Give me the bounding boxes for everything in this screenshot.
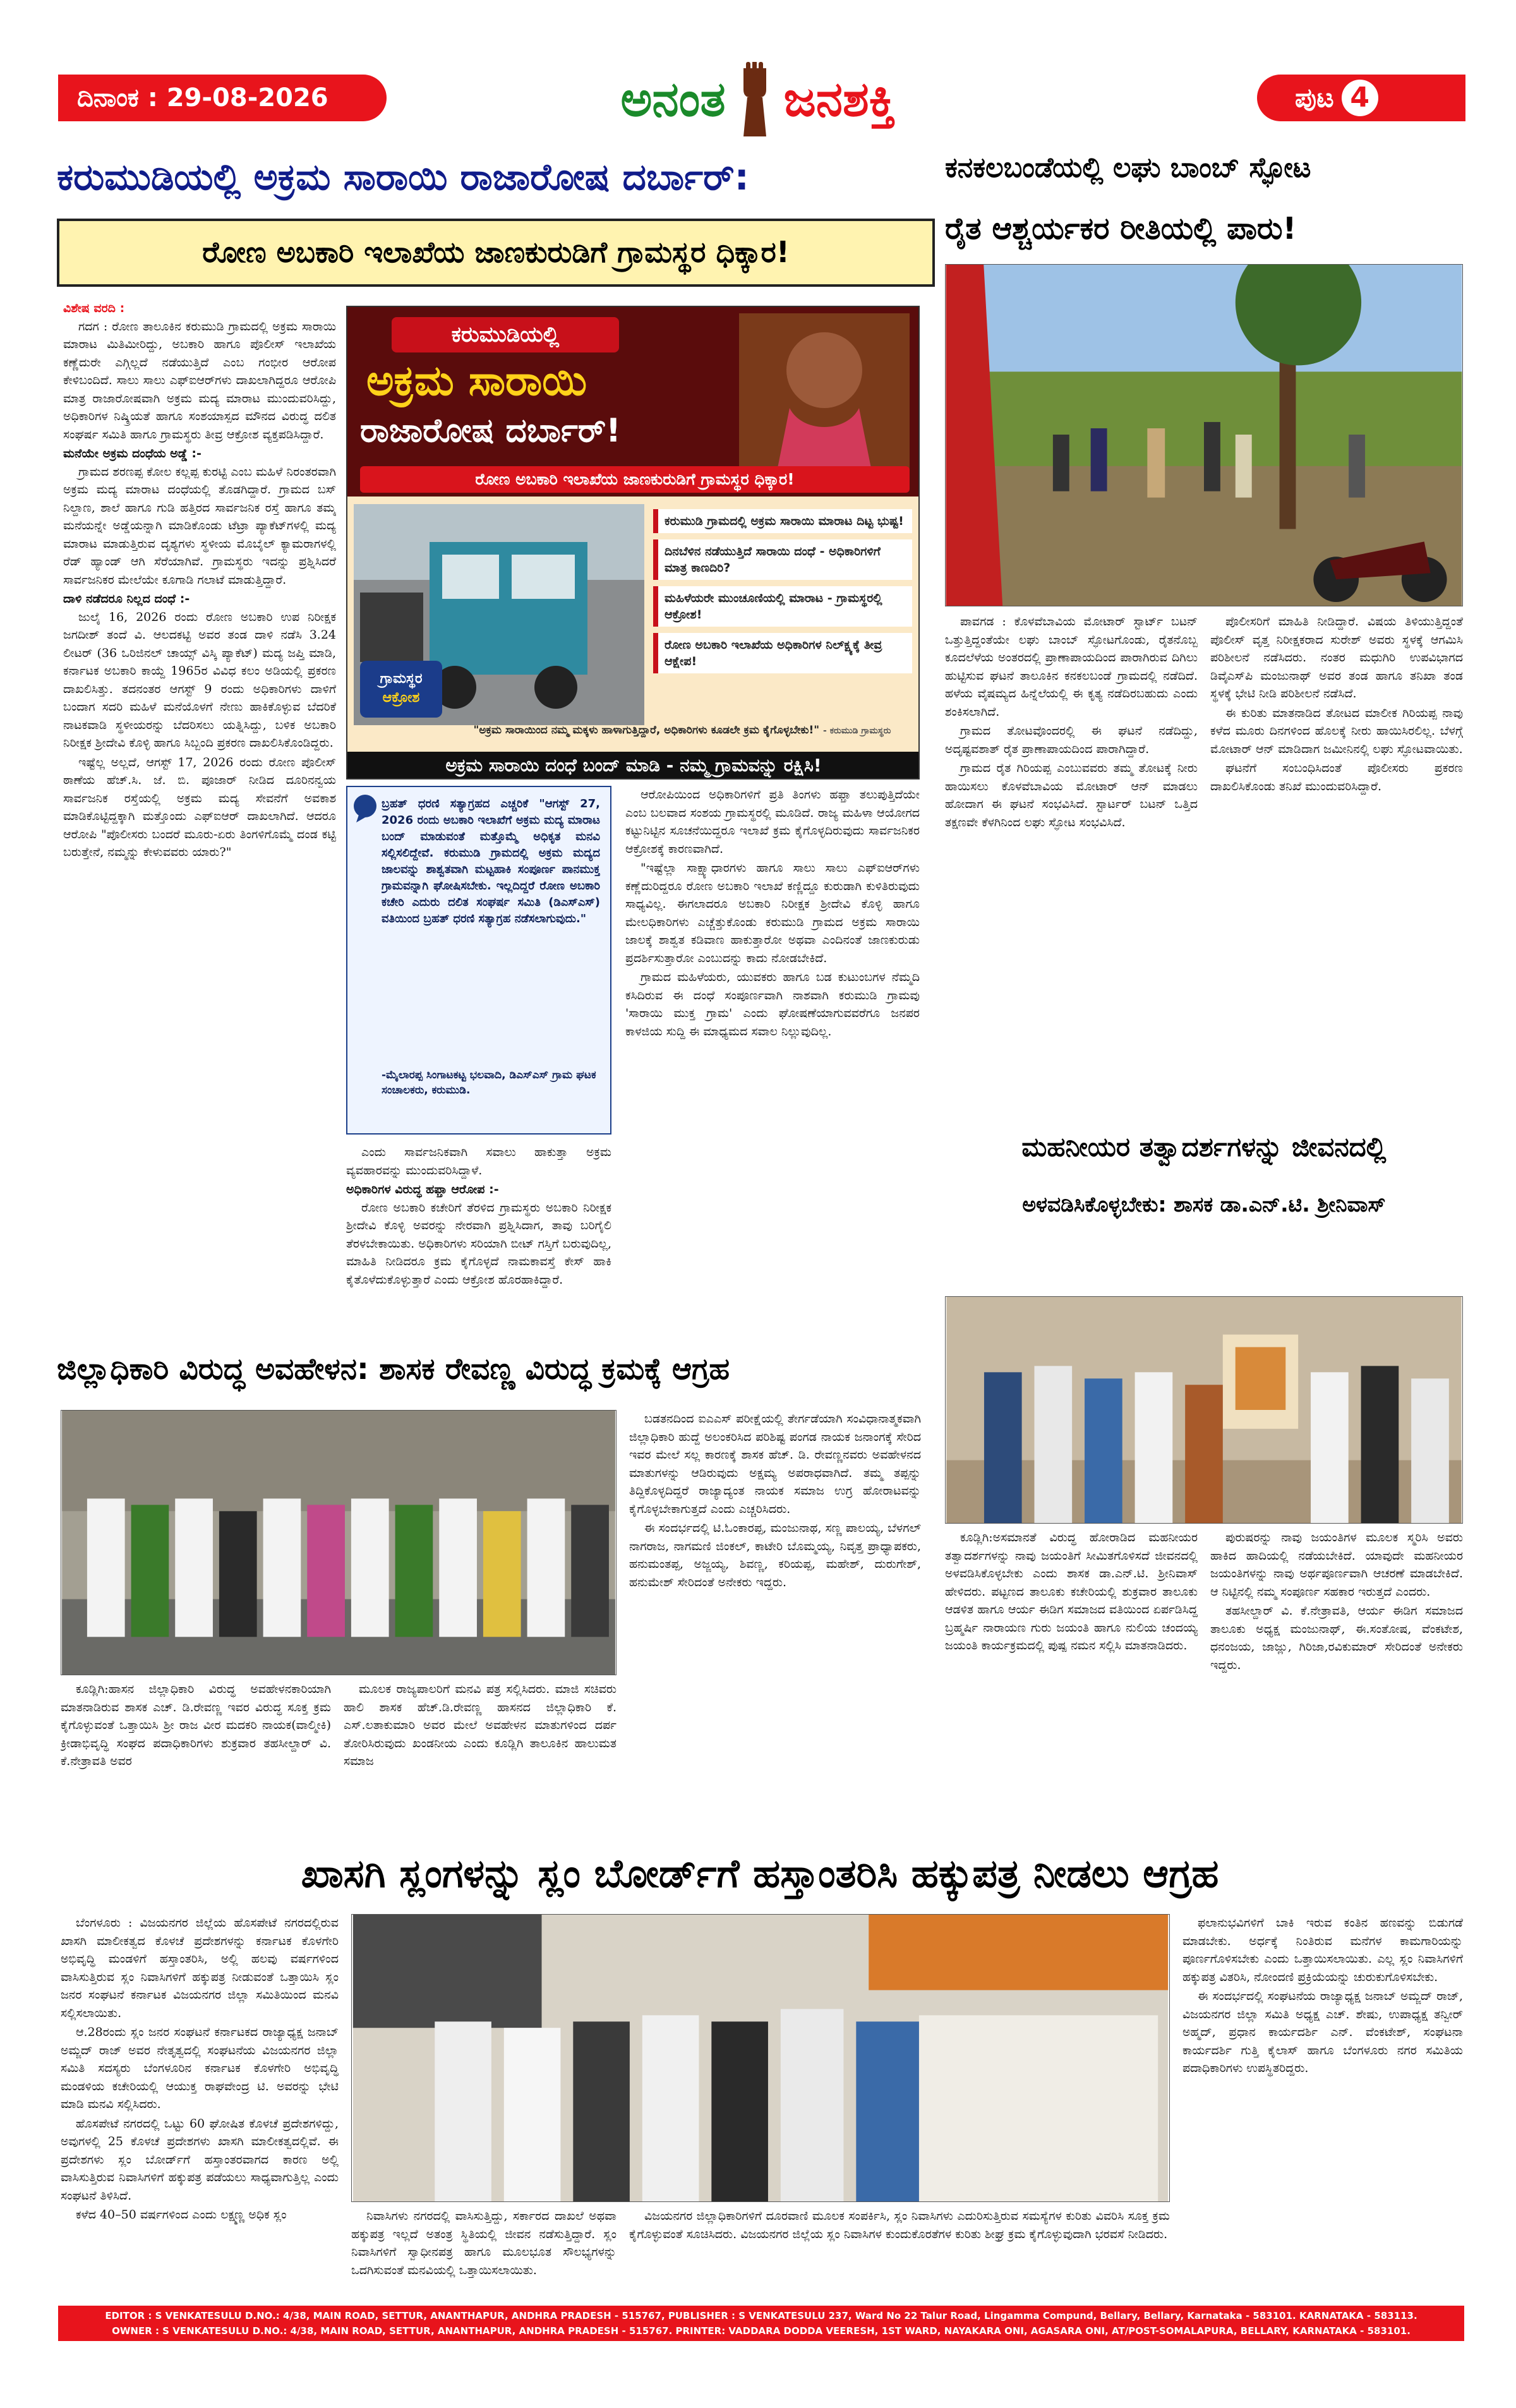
bomb-column-2 (1210, 613, 1463, 1112)
poster-bullet-text: ಮಹಿಳೆಯರೇ ಮುಂಚೂಣಿಯಲ್ಲಿ ಮಾರಾಟ - ಗ್ರಾಮಸ್ಥರಲ್ಲಿ ಆಕ್ರೋಶ! (665, 591, 882, 622)
bomb-paragraph-6: ಘಟನೆಗೆ ಸಂಬಂಧಿಸಿದಂತೆ ಪೊಲೀಸರು ಪ್ರಕರಣ ದಾಖಲಿಸಿಕೊಂಡು ತನಿಖೆ ಮುಂದುವರಿಸಿದ್ದಾರೆ. (1210, 761, 1463, 793)
bomb-paragraph-3: ಗ್ರಾಮದ ರೈತ ಗಿರಿಯಪ್ಪ ಎಂಬುವವರು ತಮ್ಮ ತೋಟಕ್ಕೆ ನೀರು ಹಾಯಿಸಲು ಕೊಳವೆಬಾವಿಯ ಮೋಟಾರ್ ಆನ್ ಮಾಡಲು ಹೋದಾಗ ಈ ಘಟನೆ ಸಂಭವಿಸಿದೆ. ಸ್ಟಾರ್ಟರ್ ಬಟನ್ ಒತ್ತಿದ ತಕ್ಷಣವೇ ಕೆಳಗಿನಿಂದ ಲಘು ಸ್ಫೋಟ ಸಂಭವಿಸಿದೆ. (945, 761, 1198, 829)
slum-paragraph-5: ನಿವಾಸಿಗಳು ನಗರದಲ್ಲಿ ವಾಸಿಸುತ್ತಿದ್ದು, ಸರ್ಕಾರದ ದಾಖಲೆ ಅಥವಾ ಹಕ್ಕುಪತ್ರ ಇಲ್ಲದೆ ಅತಂತ್ರ ಸ್ಥಿತಿಯಲ್ಲಿ ಜೀವನ ನಡೆಸುತ್ತಿದ್ದಾರೆ. ಸ್ಲಂ ನಿವಾಸಿಗಳಿಗೆ ಸ್ವಾಧೀನಪತ್ರ ಹಾಗೂ ಮೂಲಭೂತ ಸೌಲಭ್ಯಗಳನ್ನು ಒದಗಿಸುವಂತೆ ಮನವಿಯಲ್ಲಿ ಒತ್ತಾಯಿಸಲಾಯಿತು. (351, 2209, 617, 2277)
lead-paragraph-5: ಎಂದು ಸಾರ್ವಜನಿಕವಾಗಿ ಸವಾಲು ಹಾಕುತ್ತಾ ಅಕ್ರಮ ವ್ಯವಹಾರವನ್ನು ಮುಂದುವರಿಸಿದ್ದಾಳೆ. (346, 1145, 611, 1177)
lead-headline: ಕರುಮುಡಿಯಲ್ಲಿ ಅಕ್ರಮ ಸಾರಾಯಿ ರಾಜಾರೋಷ ದರ್ಬಾರ್: (57, 155, 749, 198)
quote-text: ಬ್ರಹತ್ ಧರಣಿ ಸತ್ಯಾಗ್ರಹದ ಎಚ್ಚರಿಕೆ "ಆಗಸ್ಟ್ 27, 2026 ರಂದು ಅಬಕಾರಿ ಇಲಾಖೆಗೆ ಅಕ್ರಮ ಮದ್ಯ ಮಾರಾಟ ಬಂದ್ ಮಾಡುವಂತೆ ಮತ್ತೊಮ್ಮೆ ಅಧಿಕೃತ ಮನವಿ ಸಲ್ಲಿಸಲಿದ್ದೇವೆ. ಕರುಮುಡಿ ಗ್ರಾಮದಲ್ಲಿ ಅಕ್ರಮ ಮದ್ಯದ ಜಾಲವನ್ನು ಶಾಶ್ವತವಾಗಿ ಮಟ್ಟಹಾಕಿ ಸಂಪೂರ್ಣ ಪಾನಮುಕ್ತ ಗ್ರಾಮವನ್ನಾಗಿ ಘೋಷಿಸಬೇಕು. ಇಲ್ಲದಿದ್ದರೆ ರೋಣ ಅಬಕಾರಿ ಕಚೇರಿ ಎದುರು ದಲಿತ ಸಂಘರ್ಷ ಸಮಿತಿ (ಡಿಎಸ್‌ಎಸ್) ವತಿಯಿಂದ ಬ್ರಹತ್ ಧರಣಿ ಸತ್ಯಾಗ್ರಹ ನಡೆಸಲಾಗುವುದು." (382, 797, 600, 925)
dc-column-1 (61, 1680, 331, 1838)
date-text: ದಿನಾಂಕ : 29-08-2026 (77, 83, 328, 112)
lead-paragraph-7: ಆರೋಪಿಯಿಂದ ಅಧಿಕಾರಿಗಳಿಗೆ ಪ್ರತಿ ತಿಂಗಳು ಹಫ್ತಾ ತಲುಪುತ್ತಿದೆಯೇ ಎಂಬ ಬಲವಾದ ಸಂಶಯ ಗ್ರಾಮಸ್ಥರಲ್ಲಿ ಮೂಡಿದೆ. ರಾಜ್ಯ ಮಹಿಳಾ ಆಯೋಗದ ಕಟ್ಟುನಿಟ್ಟಿನ ಸೂಚನೆಯಿದ್ದರೂ ಇಲಾಖೆ ಕ್ರಮ ಕೈಗೊಳ್ಳದಿರುವುದು ಸಾರ್ವಜನಿಕರ ಆಕ್ರೋಶಕ್ಕೆ ಕಾರಣವಾಗಿದೆ. (625, 788, 920, 856)
slum-meeting-photo (351, 1914, 1170, 2202)
lead-paragraph-6: ರೋಣ ಅಬಕಾರಿ ಕಚೇರಿಗೆ ತೆರಳಿದ ಗ್ರಾಮಸ್ಥರು ಅಬಕಾರಿ ನಿರೀಕ್ಷಕ ಶ್ರೀದೇವಿ ಕೊಳ್ಳಿ ಅವರನ್ನು ನೇರವಾಗಿ ಪ್ರಶ್ನಿಸಿದಾಗ, ತಾವು ಬರಿಗೈಲಿ ತೆರಳಬೇಕಾಯಿತು. ಅಧಿಕಾರಿಗಳು ಸರಿಯಾಗಿ ಬೀಟ್ ಗಸ್ತಿಗೆ ಬರುವುದಿಲ್ಲ, ಮಾಹಿತಿ ನೀಡಿದರೂ ಕ್ರಮ ಕೈಗೊಳ್ಳದೆ ನಾಮಕಾವಸ್ತೆ ಕೇಸ್ ಹಾಕಿ ಕೈತೊಳೆದುಕೊಳ್ಳುತ್ತಾರೆ ಎಂದು ಆಕ್ರೋಶ ಹೊರಹಾಕಿದ್ದಾರೆ. (346, 1200, 611, 1287)
lead-paragraph-4: ಇಷ್ಟೆಲ್ಲ ಅಲ್ಲದೆ, ಆಗಸ್ಟ್ 17, 2026 ರಂದು ರೋಣ ಪೊಲೀಸ್ ಠಾಣೆಯ ಹೆಚ್.ಸಿ. ಜೆ. ಬಿ. ಪೂಜಾರ್ ನೀಡಿದ ದೂರಿನನ್ವಯ ಸಾರ್ವಜನಿಕ ರಸ್ತೆಯಲ್ಲಿ ಅಕ್ರಮ ಮದ್ಯ ಸೇವನೆಗೆ ಅವಕಾಶ ಮಾಡಿಕೊಟ್ಟಿದ್ದಕ್ಕಾಗಿ ಮತ್ತೊಂದು ಎಫ್‌ಐಆರ್ ದಾಖಲಾಗಿದೆ. ಆದರೂ ಆರೋಪಿ "ಪೊಲೀಸರು ಬಂದರೆ ಮೂರು-ಏರು ತಿಂಗಳಿಗೊಮ್ಮೆ ದಂಡ ಕಟ್ಟಿ ಬರುತ್ತೇನೆ, ನಮ್ಮನ್ನು ಕೇಳುವವರು ಯಾರು?" (63, 755, 336, 859)
slum-headline: ಖಾಸಗಿ ಸ್ಲಂಗಳನ್ನು ಸ್ಲಂ ಬೋರ್ಡ್‌ಗೆ ಹಸ್ತಾಂತರಿಸಿ ಹಕ್ಕುಪತ್ರ ನೀಡಲು ಆಗ್ರಹ (301, 1850, 1219, 1896)
bomb-paragraph-5: ಈ ಕುರಿತು ಮಾತನಾಡಿದ ತೋಟದ ಮಾಲೀಕ ಗಿರಿಯಪ್ಪ ನಾವು ಕಳೆದ ಮೂರು ದಿನಗಳಿಂದ ಹೊಲಕ್ಕೆ ನೀರು ಹಾಯಿಸಿರಲಿಲ್ಲ. ಬೆಳಗ್ಗೆ ಮೋಟಾರ್ ಆನ್ ಮಾಡಿದಾಗ ಜಮೀನಿನಲ್ಲಿ ಲಘು ಸ್ಫೋಟವಾಯಿತು. (1210, 706, 1463, 756)
slum-column-2 (351, 2207, 617, 2294)
poster-tag-text: ಕರುಮುಡಿಯಲ್ಲಿ (451, 322, 560, 347)
lead-subtitle-3: ಅಧಿಕಾರಿಗಳ ವಿರುದ್ಧ ಹಫ್ತಾ ಆರೋಪ :- (346, 1183, 499, 1196)
dc-column-2 (344, 1680, 617, 1838)
mahaniya-paragraph-2: ಪುರುಷರನ್ನು ನಾವು ಜಯಂತಿಗಳ ಮೂಲಕ ಸ್ಮರಿಸಿ ಅವರು ಹಾಕಿದ ಹಾದಿಯಲ್ಲಿ ನಡೆಯಬೇಕಿದೆ. ಯಾವುದೇ ಮಹನೀಯರ ಜಯಂತಿಗಳನ್ನು ನಾವು ಅರ್ಥಪೂರ್ಣವಾಗಿ ಆಚರಣೆ ಮಾಡಬೇಕಿದೆ. ಆ ನಿಟ್ಟಿನಲ್ಲಿ ನಮ್ಮ ಸಂಪೂರ್ಣ ಸಹಕಾರ ಇರುತ್ತದೆ ಎಂದರು. (1210, 1531, 1463, 1599)
bomb-headline-2: ರೈತ ಆಶ್ಚರ್ಯಕರ ರೀತಿಯಲ್ಲಿ ಪಾರು! (945, 211, 1297, 246)
slum-paragraph-1: ಬೆಂಗಳೂರು : ವಿಜಯನಗರ ಜಿಲ್ಲೆಯ ಹೊಸಪೇಟೆ ನಗರದಲ್ಲಿರುವ ಖಾಸಗಿ ಮಾಲೀಕತ್ವದ ಕೊಳಚೆ ಪ್ರದೇಶಗಳನ್ನು ಕರ್ನಾಟಕ ಕೊಳಗೇರಿ ಅಭಿವೃದ್ಧಿ ಮಂಡಳಿಗೆ ಹಸ್ತಾಂತರಿಸಿ, ಅಲ್ಲಿ ಹಲವು ವರ್ಷಗಳಿಂದ ವಾಸಿಸುತ್ತಿರುವ ಸ್ಲಂ ನಿವಾಸಿಗಳಿಗೆ ಹಕ್ಕುಪತ್ರ ನೀಡುವಂತೆ ಒತ್ತಾಯಿಸಿ ಸ್ಲಂ ಜನರ ಸಂಘಟನೆ ಕರ್ನಾಟಕ ವಿಜಯನಗರ ಜಿಲ್ಲಾ ಸಮಿತಿಯಿಂದ ಮನವಿ ಸಲ್ಲಿಸಲಾಯಿತು. (61, 1916, 339, 2020)
mahaniya-headline-1: ಮಹನೀಯರ ತತ್ವಾದರ್ಶಗಳನ್ನು ಜೀವನದಲ್ಲಿ (1021, 1131, 1387, 1162)
page-number-banner (1257, 75, 1465, 121)
bomb-site-photo (945, 264, 1463, 606)
poster-footer (347, 752, 920, 780)
poster-bullet-text: ದಿನಬೆಳಿನ ನಡೆಯುತ್ತಿದೆ ಸಾರಾಯಿ ದಂಧೆ - ಅಧಿಕಾರಿಗಳಿಗೆ ಮಾತ್ರ ಕಾಣದಿರಿ? (665, 545, 881, 575)
poster-bullet (653, 509, 912, 533)
quote-box (346, 786, 611, 1135)
lead-paragraph-9: ಗ್ರಾಮದ ಮಹಿಳೆಯರು, ಯುವಕರು ಹಾಗೂ ಬಡ ಕುಟುಂಬಗಳ ನೆಮ್ಮದಿ ಕಸಿದಿರುವ ಈ ದಂಧೆ ಸಂಪೂರ್ಣವಾಗಿ ನಾಶವಾಗಿ ಕರುಮುಡಿ ಗ್ರಾಮವು 'ಸಾರಾಯಿ ಮುಕ್ತ ಗ್ರಾಮ' ಎಂದು ಘೋಷಣೆಯಾಗುವವರೆಗೂ ಜನಪರ ಕಾಳಜಿಯ ಸುದ್ದಿ ಈ ಮಾಧ್ಯಮದ ಸವಾಲ ನಿಲ್ಲುವುದಿಲ್ಲ. (625, 970, 920, 1038)
lead-poster (346, 306, 920, 780)
poster-bullet-text: ಕರುಮುಡಿ ಗ್ರಾಮದಲ್ಲಿ ಅಕ್ರಮ ಸಾರಾಯಿ ಮಾರಾಟ ದಿಟ್ಟ ಭುಷ್ಟ! (665, 514, 904, 528)
lead-paragraph-2: ಗ್ರಾಮದ ಶರಣಪ್ಪ ಕೋಲ ಕಲ್ಲಪ್ಪ ಕುರಟ್ಟಿ ಎಂಬ ಮಹಿಳೆ ನಿರಂತರವಾಗಿ ಅಕ್ರಮ ಮದ್ಯ ಮಾರಾಟ ದಂಧೆಯಲ್ಲಿ ತೊಡಗಿದ್ದಾರೆ. ಗ್ರಾಮದ ಬಸ್ ನಿಲ್ದಾಣ, ಶಾಲೆ ಹಾಗೂ ಗುಡಿ ಹತ್ತಿರದ ಸಾರ್ವಜನಿಕ ರಸ್ತೆ ಹಾಗೂ ತಮ್ಮ ಮನೆಯನ್ನೇ ಅಡ್ಡೆಯನ್ನಾಗಿ ಮಾಡಿಕೊಂಡು ಟೆಟ್ರಾ ಪ್ಯಾಕೆಟ್‌ಗಳಲ್ಲಿ ಮದ್ಯ ಮಾರಾಟ ಮಾಡುತ್ತಿರುವ ದೃಶ್ಯಗಳು ಸ್ಥಳೀಯ ಮೊಬೈಲ್ ಕ್ಯಾಮರಾಗಳಲ್ಲಿ ರೆಡ್ ಹ್ಯಾಂಡ್ ಆಗಿ ಸೆರೆಯಾಗಿವೆ. ಗ್ರಾಮಸ್ಥರು ಇದನ್ನು ಪ್ರಶ್ನಿಸಿದರೆ ಸಾರ್ವಜನಿಕರ ಮೇಲೆಯೇ ಕೂಗಾಡಿ ಗಲಾಟೆ ಮಾಡುತ್ತಿದ್ದಾರೆ. (63, 464, 336, 587)
poster-strip-text: ರೋಣ ಅಬಕಾರಿ ಇಲಾಖೆಯ ಜಾಣಕುರುಡಿಗೆ ಗ್ರಾಮಸ್ಥರ ಧಿಕ್ಕಾರ! (475, 470, 795, 488)
lead-column-3 (346, 1143, 611, 1329)
mahaniya-column-2 (1210, 1529, 1463, 1832)
quote-signature: -ಮೈಲಾರಪ್ಪ ಸಿಂಗಾಟಕಟ್ಟ ಭಲವಾದಿ, ಡಿಎಸ್‌ಎಸ್ ಗ್ರಾಮ ಘಟಕ ಸಂಚಾಲಕರು, ಕರುಮುಡಿ. (382, 1069, 596, 1097)
bomb-paragraph-4: ಪೊಲೀಸರಿಗೆ ಮಾಹಿತಿ ನೀಡಿದ್ದಾರೆ. ವಿಷಯ ತಿಳಿಯುತ್ತಿದ್ದಂತೆ ಪೊಲೀಸ್ ವೃತ್ತ ನಿರೀಕ್ಷಕರಾದ ಸುರೇಶ್ ಅವರು ಸ್ಥಳಕ್ಕೆ ಆಗಮಿಸಿ ಪರಿಶೀಲನೆ ನಡೆಸಿದರು. ನಂತರ ಮಧುಗಿರಿ ಉಪವಿಭಾಗದ ಡಿವೈಎಸ್‌ಪಿ ಮಂಜುನಾಥ್ ಅವರ ತಂಡ ಹಾಗೂ ತನಿಖಾ ತಂಡ ಸ್ಥಳಕ್ಕೆ ಭೇಟಿ ನೀಡಿ ಪರಿಶೀಲನೆ ನಡೆಸಿದೆ. (1210, 615, 1463, 701)
mahaniya-headline-2: ಅಳವಡಿಸಿಕೊಳ್ಳಬೇಕು: ಶಾಸಕ ಡಾ.ಎನ್.ಟಿ. ಶ್ರೀನಿವಾಸ್ (1022, 1192, 1386, 1217)
poster-strip (360, 466, 910, 493)
lead-paragraph-8: "ಇಷ್ಟೆಲ್ಲಾ ಸಾಕ್ಷ್ಯಾಧಾರಗಳು ಹಾಗೂ ಸಾಲು ಸಾಲು ಎಫ್‌ಐಆರ್‌ಗಳು ಕಣ್ಣೆದುರಿದ್ದರೂ ರೋಣ ಅಬಕಾರಿ ಇಲಾಖೆ ಕಣ್ಣಿದ್ದೂ ಕುರುಡಾಗಿ ಕುಳಿತಿರುವುದು ಸಾಧ್ಯವಿಲ್ಲ. ಈಗಲಾದರೂ ಅಬಕಾರಿ ನಿರೀಕ್ಷಕ ಶ್ರೀದೇವಿ ಕೊಳ್ಳಿ ಹಾಗೂ ಮೇಲಧಿಕಾರಿಗಳು ಎಚ್ಚೆತ್ತುಕೊಂಡು ಕರುಮುಡಿ ಗ್ರಾಮದ ಅಕ್ರಮ ಸಾರಾಯಿ ಜಾಲಕ್ಕೆ ಶಾಶ್ವತ ಕಡಿವಾಣ ಹಾಕುತ್ತಾರೋ ಅಥವಾ ಎಂದಿನಂತೆ ಜಾಣಕುರುಡು ಪ್ರದರ್ಶಿಸುತ್ತಾರೋ ಎಂಬುದನ್ನು ಕಾದು ನೋಡಬೇಕಿದೆ. (625, 861, 920, 965)
imprint-line-2: OWNER : S VENKATESULU D.NO.: 4/38, MAIN ROAD, SETTUR, ANANTHAPUR, ANDHRA PRADESH - 515767. PRINTER: VADDARA DODDA VEERESH, 1ST WARD, NAYAKARA ONI, AGASARA ONI, AT/POST-SOMALAPURA, BELLARY, KARNATAKA - 583101. (112, 2325, 1411, 2337)
mahaniya-column-1 (945, 1529, 1198, 1832)
dc-paragraph-3: ಬಡತನದಿಂದ ಐಎಎಸ್ ಪರೀಕ್ಷೆಯಲ್ಲಿ ತೇರ್ಗಡೆಯಾಗಿ ಸಂವಿಧಾನಾತ್ಮಕವಾಗಿ ಜಿಲ್ಲಾಧಿಕಾರಿ ಹುದ್ದೆ ಅಲಂಕರಿಸಿದ ಪರಿಶಿಷ್ಟ ಪಂಗಡ ನಾಯಕ ಜನಾಂಗಕ್ಕೆ ಸೇರಿದ ಇವರ ಮೇಲೆ ಸಲ್ಲ ಕಾರಣಕ್ಕೆ ಶಾಸಕ ಹೆಚ್. ಡಿ. ರೇವಣ್ಣನವರು ಅವಹೇಳನದ ಮಾತುಗಳನ್ನು ಆಡಿರುವುದು ಅಕ್ಷಮ್ಯ ಅಪರಾಧವಾಗಿದೆ. ತಮ್ಮ ತಪ್ಪನ್ನು ತಿದ್ದಿಕೊಳ್ಳದಿದ್ದರೆ ರಾಜ್ಯಾದ್ಯಂತ ನಾಯಕ ಸಮಾಜ ಉಗ್ರ ಹೋರಾಟವನ್ನು ಕೈಗೊಳ್ಳಬೇಕಾಗುತ್ತದೆ ಎಂದು ಎಚ್ಚರಿಸಿದರು. (629, 1412, 921, 1516)
lead-byline: ವಿಶೇಷ ವರದಿ : (63, 301, 125, 315)
poster-quote-by: - ಕರುಮುಡಿ ಗ್ರಾಮಸ್ಥರು (823, 726, 891, 736)
dc-paragraph-2: ಮೂಲಕ ರಾಜ್ಯಪಾಲರಿಗೆ ಮನವಿ ಪತ್ರ ಸಲ್ಲಿಸಿದರು. ಮಾಜಿ ಸಚಿವರು ಹಾಲಿ ಶಾಸಕ ಹೆಚ್.ಡಿ.ರೇವಣ್ಣ ಹಾಸನದ ಜಿಲ್ಲಾಧಿಕಾರಿ ಕೆ. ಎಸ್.ಲತಾಕುಮಾರಿ ಅವರ ಮೇಲೆ ಅವಹೇಳನ ಮಾತುಗಳಿಂದ ದರ್ಪ ತೋರಿಸಿರುವುದು ಖಂಡನೀಯ ಎಂದು ಕೂಡ್ಲಿಗಿ ತಾಲೂಕಿನ ಹಾಲುಮತ ಸಮಾಜ (344, 1682, 617, 1768)
bomb-paragraph-1: ಪಾವಗಡ : ಕೊಳವೆಬಾವಿಯ ಮೋಟಾರ್ ಸ್ಟಾರ್ಟ್ ಬಟನ್ ಒತ್ತುತ್ತಿದ್ದಂತೆಯೇ ಲಘು ಬಾಂಬ್ ಸ್ಫೋಟಗೊಂಡು, ರೈತನೊಬ್ಬ ಕೂದಲೆಳೆಯ ಅಂತರದಲ್ಲಿ ಪ್ರಾಣಾಪಾಯದಿಂದ ಪಾರಾಗಿರುವ ದಿಗಿಲು ಹುಟ್ಟಿಸುವ ಘಟನೆ ತಾಲೂಕಿನ ಕನಕಲಬಂಡೆ ಗ್ರಾಮದಲ್ಲಿ ನಡೆದಿದೆ. ಹಳೆಯ ವೈಷಮ್ಯದ ಹಿನ್ನೆಲೆಯಲ್ಲಿ ಈ ಕೃತ್ಯ ನಡೆದಿರಬಹುದು ಎಂದು ಶಂಕಿಸಲಾಗಿದೆ. (945, 615, 1198, 719)
poster-bullet (653, 633, 912, 673)
dc-protest-photo (61, 1410, 617, 1675)
poster-top (347, 307, 920, 497)
slum-paragraph-3: ಹೊಸಪೇಟೆ ನಗರದಲ್ಲಿ ಒಟ್ಟು 60 ಘೋಷಿತ ಕೊಳಚೆ ಪ್ರದೇಶಗಳಿದ್ದು, ಅವುಗಳಲ್ಲಿ 25 ಕೊಳಚೆ ಪ್ರದೇಶಗಳು ಖಾಸಗಿ ಮಾಲೀಕತ್ವದಲ್ಲಿವೆ. ಈ ಪ್ರದೇಶಗಳು ಸ್ಲಂ ಬೋರ್ಡ್‌ಗೆ ಹಸ್ತಾಂತರವಾಗದ ಕಾರಣ ಅಲ್ಲಿ ವಾಸಿಸುತ್ತಿರುವ ನಿವಾಸಿಗಳಿಗೆ ಹಕ್ಕುಪತ್ರ ಪಡೆಯಲು ಸಾಧ್ಯವಾಗುತ್ತಿಲ್ಲ ಎಂದು ಸಂಘಟನೆ ತಿಳಿಸಿದೆ. (61, 2116, 339, 2203)
lead-paragraph-3: ಜುಲೈ 16, 2026 ರಂದು ರೋಣ ಅಬಕಾರಿ ಉಪ ನಿರೀಕ್ಷಕ ಜಗದೀಶ್ ತಂದೆ ವಿ. ಆಲದಕಟ್ಟಿ ಅವರ ತಂಡ ದಾಳಿ ನಡೆಸಿ 3.24 ಲೀಟರ್ (36 ಒರಿಜಿನಲ್ ಚಾಯ್ಸ್ ವಿಸ್ಕಿ ಪ್ಯಾಕೆಟ್) ಮದ್ಯ ಜಪ್ತಿ ಮಾಡಿ, ಕರ್ನಾಟಕ ಅಬಕಾರಿ ಕಾಯ್ದೆ 1965ರ ವಿವಿಧ ಕಲಂ ಅಡಿಯಲ್ಲಿ ಪ್ರಕರಣ ದಾಖಲಿಸಿತ್ತು. ತದನಂತರ ಆಗಸ್ಟ್ 9 ರಂದು ಅಧಿಕಾರಿಗಳು ದಾಳಿಗೆ ಬಂದಾಗ ಸದರಿ ಮಹಿಳೆ ಮನೆಯೊಳಗೆ ನೇಣು ಹಾಕಿಕೊಳ್ಳುವ ಬೆದರಿಕೆ ನಾಟಕವಾಡಿ ಸ್ಥಳೀಯರನ್ನು ಬೆದರಿಸಲು ಯತ್ನಿಸಿದ್ದು, ಬಳಿಕ ಅಬಕಾರಿ ನಿರೀಕ್ಷಕ ಶ್ರೀದೇವಿ ಕೊಳ್ಳಿ ಹಾಗೂ ಸಿಬ್ಬಂದಿ ಪ್ರಕರಣ ದಾಖಲಿಸಿಕೊಂಡಿದ್ದರು. (63, 610, 336, 750)
dc-paragraph-4: ಈ ಸಂದರ್ಭದಲ್ಲಿ ಟಿ.ಓಂಕಾರಪ್ಪ, ಮಂಜುನಾಥ, ಸಣ್ಣ ಪಾಲಯ್ಯ, ಬೆಳಗಲ್ ನಾಗರಾಜ, ನಾಗಮಣಿ ಜಿಂಕಲ್, ಕಾಟೇರಿ ಬೊಮ್ಮಯ್ಯ, ನಿವೃತ್ತ ಪ್ರಾಧ್ಯಾಪಕರು, ಹನುಮಂತಪ್ಪ, ಅಜ್ಜಯ್ಯ, ಶಿವಣ್ಣ, ಕರಿಯಪ್ಪ, ಮಹೇಶ್, ದುರುಗೇಶ್, ಹನುಮೇಶ್ ಸೇರಿದಂತೆ ಅನೇಕರು ಇದ್ದರು. (629, 1521, 921, 1589)
slum-paragraph-8: ಈ ಸಂದರ್ಭದಲ್ಲಿ ಸಂಘಟನೆಯ ರಾಜ್ಯಾಧ್ಯಕ್ಷ ಜನಾಬ್ ಅಮ್ಜದ್ ರಾಜ್, ವಿಜಯನಗರ ಜಿಲ್ಲಾ ಸಮಿತಿ ಅಧ್ಯಕ್ಷ ಎಚ್. ಶೇಷು, ಉಪಾಧ್ಯಕ್ಷ ತನ್ವೀರ್ ಅಹ್ಮದ್, ಪ್ರಧಾನ ಕಾರ್ಯದರ್ಶಿ ಎನ್. ವೆಂಕಟೇಶ್, ಸಂಘಟನಾ ಕಾರ್ಯದರ್ಶಿ ಗುತ್ತಿ ಕೈಲಾಸ್ ಹಾಗೂ ಬೆಂಗಳೂರು ನಗರ ಸಮಿತಿಯ ಪದಾಧಿಕಾರಿಗಳು ಉಪಸ್ಥಿತರಿದ್ದರು. (1182, 1989, 1463, 2075)
lead-paragraph-1: ಗದಗ : ರೋಣ ತಾಲೂಕಿನ ಕರುಮುಡಿ ಗ್ರಾಮದಲ್ಲಿ ಅಕ್ರಮ ಸಾರಾಯಿ ಮಾರಾಟ ಮಿತಿಮೀರಿದ್ದು, ಅಬಕಾರಿ ಹಾಗೂ ಪೊಲೀಸ್ ಇಲಾಖೆಯ ಕಣ್ಣೆದುರೇ ಎಗ್ಗಿಲ್ಲದೆ ನಡೆಯುತ್ತಿದೆ ಎಂಬ ಗಂಭೀರ ಆರೋಪ ಕೇಳಿಬಂದಿದೆ. ಸಾಲು ಸಾಲು ಎಫ್‌ಐಆರ್‌ಗಳು ದಾಖಲಾಗಿದ್ದರೂ ಆರೋಪಿ ಮಾತ್ರ ರಾಜಾರೋಷವಾಗಿ ಅಕ್ರಮ ಮದ್ಯ ಮಾರಾಟ ಮುಂದುವರಿಸಿದ್ದು, ಅಧಿಕಾರಿಗಳ ನಿಷ್ಕ್ರಿಯತೆ ಹಾಗೂ ಸಂಶಯಾಸ್ಪದ ಮೌನದ ವಿರುದ್ಧ ದಲಿತ ಸಂಘರ್ಷ ಸಮಿತಿ ಹಾಗೂ ಗ್ರಾಮಸ್ಥರು ತೀವ್ರ ಆಕ್ರೋಶ ವ್ಯಕ್ತಪಡಿಸಿದ್ದಾರೆ. (63, 319, 336, 442)
poster-footer-text: ಅಕ್ರಮ ಸಾರಾಯಿ ದಂಧೆ ಬಂದ್ ಮಾಡಿ - ನಮ್ಮ ಗ್ರಾಮವನ್ನು ರಕ್ಷಿಸಿ! (445, 755, 822, 776)
poster-title-1: ಅಕ್ರಮ ಸಾರಾಯಿ (366, 356, 587, 405)
slum-paragraph-6: ವಿಜಯನಗರ ಜಿಲ್ಲಾಧಿಕಾರಿಗಳಿಗೆ ದೂರವಾಣಿ ಮೂಲಕ ಸಂಪರ್ಕಿಸಿ, ಸ್ಲಂ ನಿವಾಸಿಗಳು ಎದುರಿಸುತ್ತಿರುವ ಸಮಸ್ಯೆಗಳ ಕುರಿತು ವಿವರಿಸಿ ಸೂಕ್ತ ಕ್ರಮ ಕೈಗೊಳ್ಳುವಂತೆ ಸೂಚಿಸಿದರು. ವಿಜಯನಗರ ಜಿಲ್ಲೆಯ ಸ್ಲಂ ನಿವಾಸಿಗಳ ಕುಂದುಕೊರತೆಗಳ ಕುರಿತು ಶೀಘ್ರ ಕ್ರಮ ಕೈಗೊಳ್ಳುವುದಾಗಿ ಭರವಸೆ ನೀಡಿದರು. (629, 2209, 1170, 2241)
lead-subhead-text: ರೋಣ ಅಬಕಾರಿ ಇಲಾಖೆಯ ಜಾಣಕುರುಡಿಗೆ ಗ್ರಾಮಸ್ಥರ ಧಿಕ್ಕಾರ! (202, 235, 790, 269)
poster-quote-text: "ಅಕ್ರಮ ಸಾರಾಯಿಂದ ನಮ್ಮ ಮಕ್ಕಳು ಹಾಳಾಗುತ್ತಿದ್ದಾರೆ, ಅಧಿಕಾರಿಗಳು ಕೂಡಲೇ ಕ್ರಮ ಕೈಗೊಳ್ಳಬೇಕು!" (473, 724, 820, 737)
lead-column-1 (63, 299, 336, 1329)
slum-paragraph-4: ಕಳೆದ 40–50 ವರ್ಷಗಳಿಂದ ಎಂದು ಲಕ್ಷ್ಮಣ್ಣ ಅಧಿಕ ಸ್ಲಂ (76, 2208, 287, 2222)
poster-bullet (653, 586, 912, 627)
badge-line-1: ಗ್ರಾಮಸ್ಥರ (380, 671, 423, 687)
lead-subtitle-1: ಮನೆಯೇ ಅಕ್ರಮ ದಂಧೆಯ ಅಡ್ಡೆ :- (63, 447, 202, 461)
slum-column-4 (1182, 1914, 1463, 2294)
badge-line-2: ಆಕ್ರೋಶ (382, 690, 420, 706)
poster-title-2: ರಾಜಾರೋಷ ದರ್ಬಾರ್! (360, 412, 621, 450)
poster-tag (392, 317, 619, 352)
lead-subhead (57, 219, 935, 287)
poster-bullet (653, 539, 912, 580)
lead-column-4 (625, 786, 920, 1329)
mahaniya-paragraph-1: ಕೂಡ್ಲಿಗಿ:ಅಸಮಾನತೆ ವಿರುದ್ಧ ಹೋರಾಡಿದ ಮಹನೀಯರ ತತ್ವಾದರ್ಶಗಳನ್ನು ನಾವು ಜಯಂತಿಗೆ ಸೀಮಿತಗೊಳಿಸದೆ ಜೀವನದಲ್ಲಿ ಅಳವಡಿಸಿಕೊಳ್ಳಬೇಕು ಎಂದು ಶಾಸಕ ಡಾ.ಎನ್.ಟಿ. ಶ್ರೀನಿವಾಸ್ ಹೇಳಿದರು. ಪಟ್ಟಣದ ತಾಲೂಕು ಕಚೇರಿಯಲ್ಲಿ ಶುಕ್ರವಾರ ತಾಲೂಕು ಆಡಳಿತ ಹಾಗೂ ಆರ್ಯ ಈಡಿಗ ಸಮಾಜದ ವತಿಯಿಂದ ಏರ್ಪಡಿಸಿದ್ದ ಬ್ರಹ್ಮರ್ಷಿ ನಾರಾಯಣ ಗುರು ಜಯಂತಿ ಹಾಗೂ ನುಲಿಯ ಚಂದಯ್ಯ ಜಯಂತಿ ಕಾರ್ಯಕ್ರಮದಲ್ಲಿ ಪುಷ್ಪ ನಮನ ಸಲ್ಲಿಸಿ ಮಾತನಾಡಿದರು. (945, 1531, 1198, 1652)
mahaniya-paragraph-3: ತಹಸೀಲ್ದಾರ್ ವಿ. ಕೆ.ನೇತ್ರಾವತಿ, ಆರ್ಯ ಈಡಿಗ ಸಮಾಜದ ತಾಲೂಕು ಅಧ್ಯಕ್ಷ ಮಂಜುನಾಥ್, ಈ.ಸಂತೋಷ, ವೆಂಕಟೇಶ, ಧನಂಜಯ, ಜಾಜ್ಲು, ಗಿರಿಜಾ,ರವಿಕುಮಾರ್ ಸೇರಿದಂತೆ ಅನೇಕರು ಇದ್ದರು. (1210, 1604, 1463, 1672)
bomb-headline-1: ಕನಕಲಬಂಡೆಯಲ್ಲಿ ಲಘು ಬಾಂಬ್ ಸ್ಫೋಟ (945, 152, 1311, 184)
dc-headline: ಜಿಲ್ಲಾಧಿಕಾರಿ ವಿರುದ್ಧ ಅವಹೇಳನ: ಶಾಸಕ ರೇವಣ್ಣ ವಿರುದ್ಧ ಕ್ರಮಕ್ಕೆ ಆಗ್ರಹ (57, 1352, 730, 1387)
bomb-paragraph-2: ಗ್ರಾಮದ ತೋಟವೊಂದರಲ್ಲಿ ಈ ಘಟನೆ ನಡೆದಿದ್ದು, ಅದೃಷ್ಟವಶಾತ್ ರೈತ ಪ್ರಾಣಾಪಾಯದಿಂದ ಪಾರಾಗಿದ್ದಾರೆ. (945, 724, 1198, 756)
quote-bubble-icon (352, 793, 378, 822)
slum-column-3 (629, 2207, 1170, 2294)
dc-paragraph-1: ಕೂಡ್ಲಿಗಿ:ಹಾಸನ ಜಿಲ್ಲಾಧಿಕಾರಿ ವಿರುದ್ಧ ಅವಹೇಳನಕಾರಿಯಾಗಿ ಮಾತನಾಡಿರುವ ಶಾಸಕ ಎಚ್. ಡಿ.ರೇವಣ್ಣ ಇವರ ವಿರುದ್ಧ ಸೂಕ್ತ ಕ್ರಮ ಕೈಗೊಳ್ಳುವಂತೆ ಒತ್ತಾಯಿಸಿ ಶ್ರೀ ರಾಜ ವೀರ ಮದಕರಿ ನಾಯಕ(ವಾಲ್ಮೀಕಿ) ಕ್ರೀಡಾಭಿವೃದ್ಧಿ ಸಂಘದ ಪದಾಧಿಕಾರಿಗಳು ಶುಕ್ರವಾರ ತಹಸೀಲ್ದಾರ್ ವಿ. ಕೆ.ನೇತ್ರಾವತಿ ಅವರ (61, 1682, 331, 1768)
page-word: ಪುಟ (1295, 82, 1334, 113)
badge-villagers (360, 661, 442, 718)
slum-column-1 (61, 1914, 339, 2294)
lead-subtitle-2: ದಾಳಿ ನಡೆದರೂ ನಿಲ್ಲದ ದಂಧೆ :- (63, 592, 190, 606)
date-banner (58, 75, 387, 121)
fist-icon (730, 62, 780, 136)
bomb-column-1 (945, 613, 1198, 1112)
dc-column-3 (629, 1410, 921, 1838)
page-number: 4 (1342, 80, 1378, 116)
poster-quote (455, 724, 910, 750)
slum-paragraph-2: ಆ.28ರಂದು ಸ್ಲಂ ಜನರ ಸಂಘಟನೆ ಕರ್ನಾಟಕದ ರಾಜ್ಯಾಧ್ಯಕ್ಷ ಜನಾಬ್ ಅಮ್ಜದ್ ರಾಜ್ ಅವರ ನೇತೃತ್ವದಲ್ಲಿ ಸಂಘಟನೆಯ ವಿಜಯನಗರ ಜಿಲ್ಲಾ ಸಮಿತಿ ಸದಸ್ಯರು ಬೆಂಗಳೂರಿನ ಕರ್ನಾಟಕ ಕೊಳಗೇರಿ ಅಭಿವೃದ್ಧಿ ಮಂಡಳಿಯ ಕಚೇರಿಯಲ್ಲಿ ಆಯುಕ್ತ ರಾಘವೇಂದ್ರ ಟಿ. ಅವರನ್ನು ಭೇಟಿ ಮಾಡಿ ಮನವಿ ಸಲ್ಲಿಸಿದರು. (61, 2025, 339, 2111)
slum-paragraph-7: ಫಲಾನುಭವಿಗಳಿಗೆ ಬಾಕಿ ಇರುವ ಕಂತಿನ ಹಣವನ್ನು ಬಿಡುಗಡೆ ಮಾಡಬೇಕು. ಅರ್ಧಕ್ಕೆ ನಿಂತಿರುವ ಮನೆಗಳ ಕಾಮಗಾರಿಯನ್ನು ಪೂರ್ಣಗೊಳಿಸಬೇಕು ಎಂದು ಒತ್ತಾಯಿಸಲಾಯಿತು. ಎಲ್ಲ ಸ್ಲಂ ನಿವಾಸಿಗಳಿಗೆ ಹಕ್ಕುಪತ್ರ ವಿತರಿಸಿ, ನೋಂದಣಿ ಪ್ರಕ್ರಿಯೆಯನ್ನು ಚುರುಕುಗೊಳಿಸಬೇಕು. (1182, 1916, 1463, 1984)
logo-right-text: ಜನಶಕ್ತಿ (783, 70, 896, 127)
imprint-footer (58, 2306, 1464, 2341)
masthead-logo (550, 61, 966, 138)
imprint-line-1: EDITOR : S VENKATESULU D.NO.: 4/38, MAIN ROAD, SETTUR, ANANTHAPUR, ANDHRA PRADESH - 515767, PUBLISHER : S VENKATESULU 237, Ward No 22 Talur Road, Lingamma Compund, Bellary, Bellary, Karnataka - 583101. KARNATAKA - 583113. (105, 2310, 1417, 2321)
woman-photo (739, 313, 910, 471)
mahaniya-photo (945, 1296, 1463, 1524)
logo-left-text: ಅನಂತ (620, 70, 726, 127)
poster-bullets (653, 509, 912, 718)
poster-bullet-text: ರೋಣ ಅಬಕಾರಿ ಇಲಾಖೆಯ ಅಧಿಕಾರಿಗಳ ನಿಲ್ಕ್ಷ್ಯಕ್ಕೆ ತೀವ್ರ ಆಕ್ಷೇಪ! (665, 638, 882, 668)
